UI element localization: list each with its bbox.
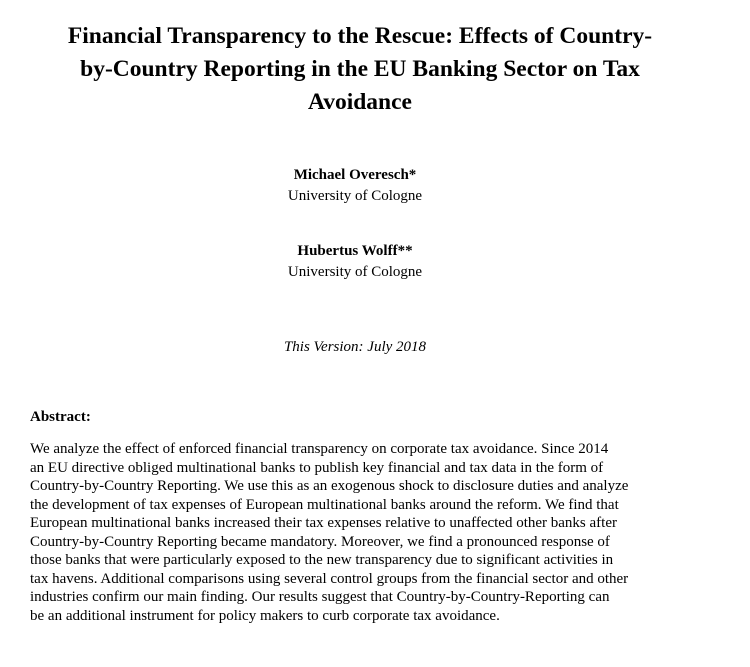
abstract-heading: Abstract: [30,409,91,425]
abstract-line: European multinational banks increased their tax expenses relative to unaffected other banks after [30,515,617,531]
abstract-line: industries confirm our main finding. Our results suggest that Country-by-Country-Reporting can [30,589,610,605]
author-name: Hubertus Wolff** [297,243,413,259]
title-line: by-Country Reporting in the EU Banking Sector on Tax [80,56,640,82]
abstract-line: an EU directive obliged multinational banks to publish key financial and tax data in the form of [30,459,604,476]
abstract-line: We analyze the effect of enforced financial transparency on corporate tax avoidance. Since 2014 [30,441,609,457]
author-name: Michael Overesch* [293,167,417,183]
abstract-line: Country-by-Country Reporting became mandatory. Moreover, we find a pronounced response of [30,533,610,550]
author-block [205,241,505,283]
abstract-line: be an additional instrument for policy makers to curb corporate tax avoidance. [30,607,500,624]
abstract-line: those banks that were particularly exposed to the new transparency due to significant activities in [30,552,614,568]
abstract-line: the development of tax expenses of European multinational banks around the reform. We find that [30,496,619,513]
paper-title [30,20,690,119]
version-date: This Version: July 2018 [283,339,427,355]
author-affiliation: University of Cologne [287,264,423,280]
author-block [205,165,505,207]
abstract-line: tax havens. Additional comparisons using several control groups from the financial sector and other [30,570,629,587]
abstract-line: Country-by-Country Reporting. We use this as an exogenous shock to disclosure duties and analyze [30,478,629,494]
title-line: Financial Transparency to the Rescue: Effects of Country- [67,23,653,49]
author-affiliation: University of Cologne [287,188,423,204]
title-line: Avoidance [307,89,412,115]
abstract-body [30,440,720,625]
